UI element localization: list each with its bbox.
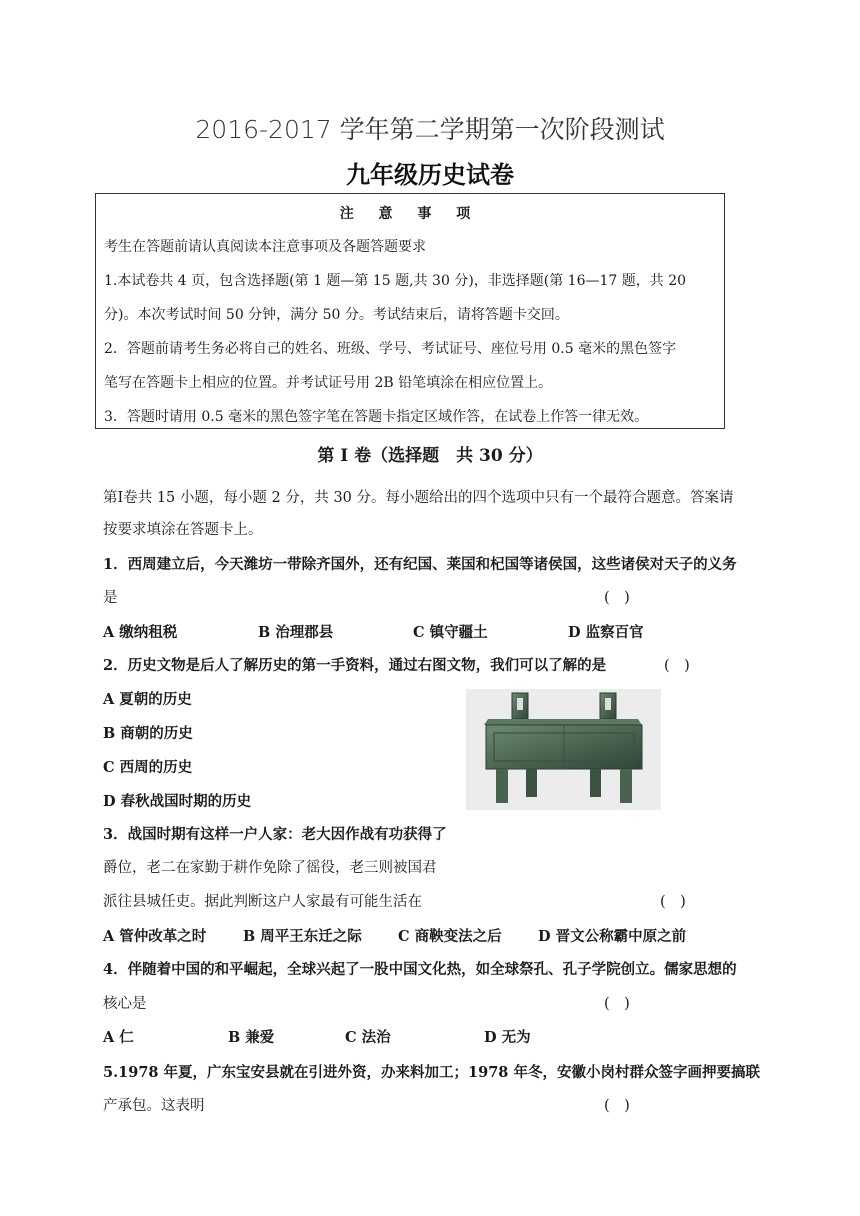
option-c: C 商鞅变法之后	[398, 928, 502, 945]
notice-line: 1.本试卷共 4 页，包含选择题(第 1 题—第 15 题,共 30 分)，非选择题(第 16—17 题，共 20	[104, 273, 687, 289]
question-1-stem-cont: 是	[103, 590, 118, 606]
option-a: A 缴纳租税	[103, 624, 178, 641]
exam-title: 2016-2017 学年第二学期第一次阶段测试	[195, 115, 665, 144]
option-c: C 镇守疆土	[413, 624, 488, 641]
section-title: 第 Ⅰ 卷（选择题 共 30 分）	[317, 446, 543, 466]
option-a: A 管仲改革之时	[103, 928, 207, 945]
option-d: D 监察百官	[568, 624, 644, 641]
option-c: C 法治	[345, 1029, 391, 1046]
section-intro: 按要求填涂在答题卡上。	[103, 522, 263, 538]
answer-parentheses: ( )	[660, 894, 686, 910]
section-intro: 第Ⅰ卷共 15 小题，每小题 2 分，共 30 分。每小题给出的四个选项中只有一个最符合题意。答案请	[103, 490, 734, 506]
notice-line: 考生在答题前请认真阅读本注意事项及各题答题要求	[104, 239, 426, 255]
notice-box	[95, 193, 725, 429]
option-d: D 晋文公称霸中原之前	[538, 928, 687, 945]
exam-subtitle: 九年级历史试卷	[346, 161, 514, 189]
option-c: C 西周的历史	[103, 759, 193, 776]
notice-line: 3．答题时请用 0.5 毫米的黑色签字笔在答题卡指定区域作答，在试卷上作答一律无效。	[104, 409, 649, 425]
answer-parentheses: ( )	[604, 590, 630, 606]
option-d: D 春秋战国时期的历史	[103, 793, 252, 810]
question-3-stem-cont: 派往县城任吏。据此判断这户人家最有可能生活在	[103, 894, 422, 910]
question-1-stem: 1．西周建立后，今天潍坊一带除齐国外，还有纪国、莱国和杞国等诸侯国，这些诸侯对天子的义务	[103, 556, 737, 573]
answer-parentheses: ( )	[604, 1098, 630, 1114]
question-5-stem: 5.1978 年夏，广东宝安县就在引进外资，办来料加工；1978 年冬，安徽小岗村群众签字画押要搞联	[103, 1064, 760, 1081]
option-b: B 商朝的历史	[103, 725, 193, 742]
question-5-stem-cont: 产承包。这表明	[103, 1098, 205, 1114]
question-4-stem: 4．伴随着中国的和平崛起，全球兴起了一股中国文化热，如全球祭孔、孔子学院创立。儒家思想的	[103, 961, 737, 978]
notice-line: 分)。本次考试时间 50 分钟，满分 50 分。考试结束后，请将答题卡交回。	[104, 307, 569, 323]
option-b: B 兼爱	[228, 1029, 275, 1046]
option-a: A 夏朝的历史	[103, 691, 192, 708]
option-b: B 治理郡县	[258, 624, 334, 641]
answer-parentheses: ( )	[664, 658, 690, 674]
notice-heading: 注 意 事 项	[339, 206, 481, 222]
notice-line: 2．答题前请考生务必将自己的姓名、班级、学号、考试证号、座位号用 0.5 毫米的黑色签字	[104, 341, 677, 357]
option-b: B 周平王东迁之际	[243, 928, 362, 945]
question-2-stem: 2．历史文物是后人了解历史的第一手资料，通过右图文物，我们可以了解的是	[103, 657, 607, 674]
bronze-ding-image	[466, 689, 661, 810]
option-d: D 无为	[484, 1029, 531, 1046]
notice-line: 笔写在答题卡上相应的位置。并考试证号用 2B 铅笔填涂在相应位置上。	[104, 375, 553, 391]
question-3-stem: 3．战国时期有这样一户人家：老大因作战有功获得了	[103, 826, 447, 843]
option-a: A 仁	[103, 1029, 134, 1046]
question-4-stem-cont: 核心是	[103, 996, 147, 1012]
answer-parentheses: ( )	[604, 996, 630, 1012]
question-3-stem-cont: 爵位，老二在家勤于耕作免除了徭役，老三则被国君	[103, 860, 437, 876]
